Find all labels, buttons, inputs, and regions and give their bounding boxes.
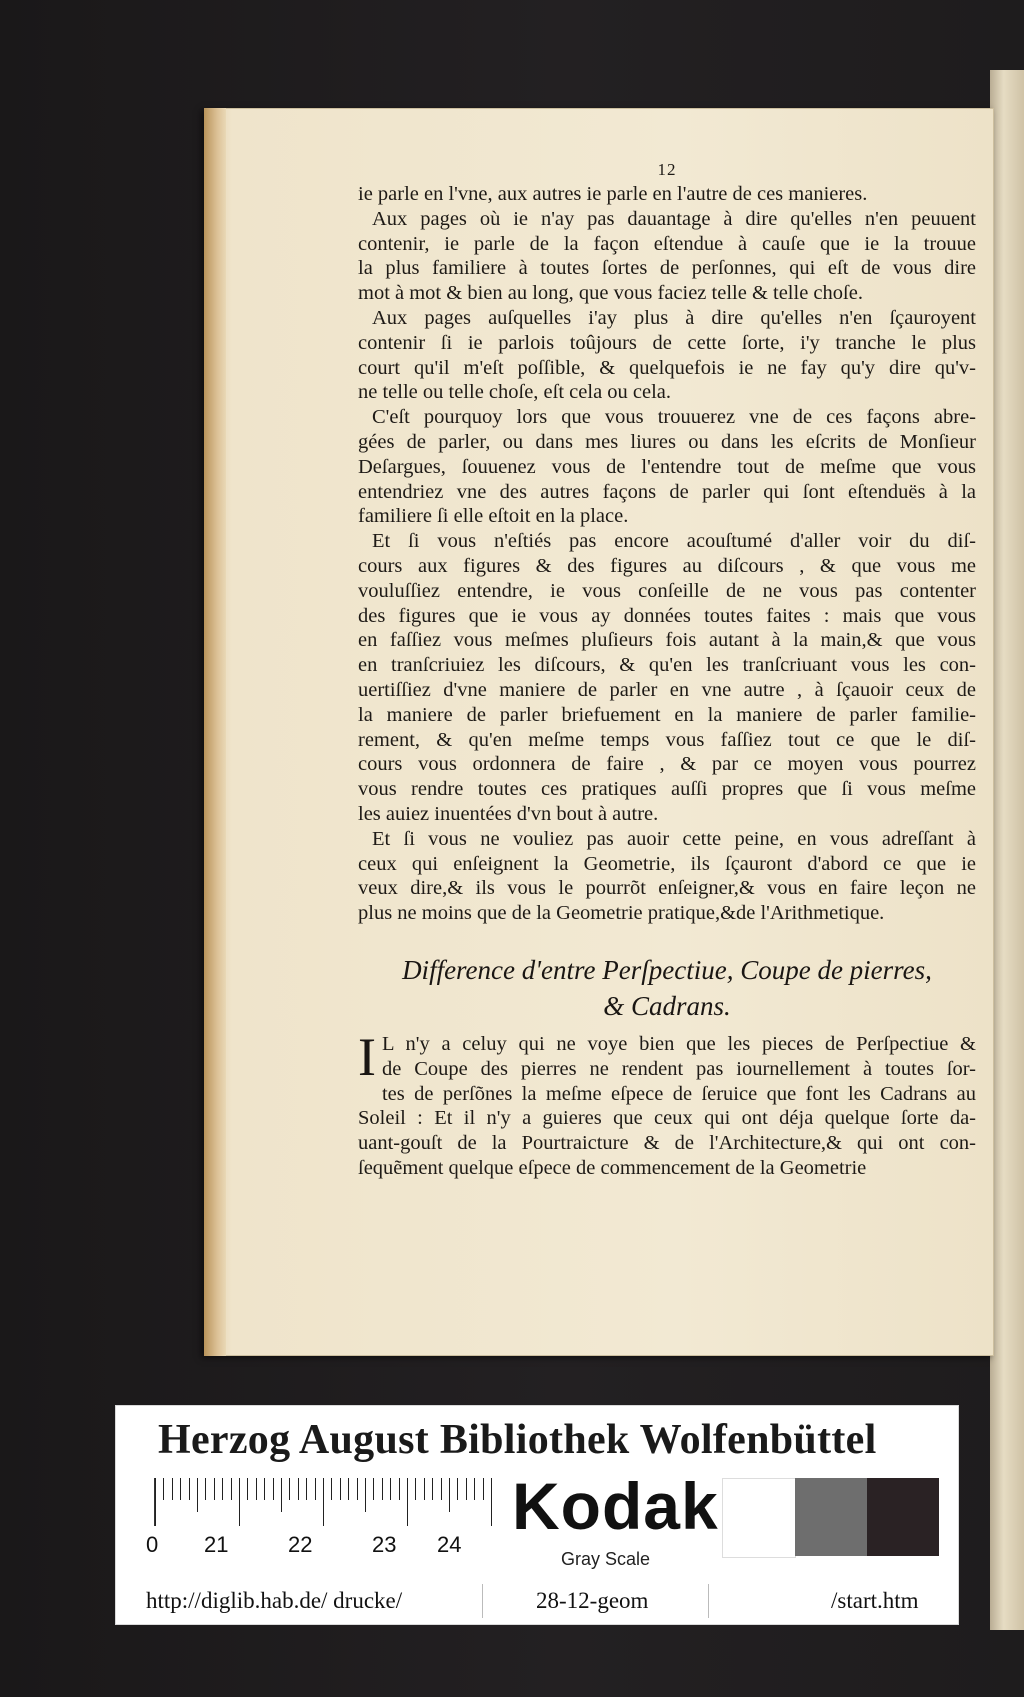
library-name: Herzog August Bibliothek Wolfenbüttel <box>158 1417 877 1463</box>
text-line: la maniere de parler briefuement en la maniere de parler familie- <box>358 703 976 726</box>
brand-logo: Kodak <box>512 1469 719 1543</box>
section-lines <box>358 1026 976 1181</box>
gray-swatch-dark <box>867 1478 939 1556</box>
gray-swatch-white <box>722 1478 796 1558</box>
scale-ruler <box>154 1478 495 1526</box>
ruler-tick <box>373 1478 374 1500</box>
ruler-tick <box>315 1478 316 1500</box>
ruler-tick <box>390 1478 391 1500</box>
text-line: Aux pages auſquelles i'ay plus à dire qu'elles n'en ſçauroyent <box>372 306 976 329</box>
ruler-tick <box>449 1478 450 1512</box>
url-file: /start.htm <box>831 1588 919 1613</box>
text-line: la plus familiere à toutes ſortes de perſonnes, qui eſt de vous dire <box>358 257 976 280</box>
text-line: mot à mot & bien au long, que vous faciez telle & telle choſe. <box>358 282 863 305</box>
section-heading-line-2: & Cadrans. <box>603 990 731 1021</box>
text-line: de Coupe des pierres ne rendent pas iournellement à toutes ſor- <box>381 1057 976 1080</box>
text-line: ie parle en l'vne, aux autres ie parle en l'autre de ces manieres. <box>358 183 868 205</box>
url-divider <box>482 1584 483 1618</box>
text-line: contenir, ie parle de la façon eſtendue à cauſe que ie la trouue <box>358 232 976 255</box>
ruler-tick <box>399 1478 400 1500</box>
ruler-tick <box>172 1478 173 1500</box>
ruler-tick <box>256 1478 257 1500</box>
ruler-tick <box>348 1478 349 1500</box>
ruler-tick <box>214 1478 215 1500</box>
text-line: les auiez inuentées d'vn bout à autre. <box>358 802 659 825</box>
text-line: entendriez vne des autres façons de parler qui ſont eſtenduës à la <box>358 480 976 503</box>
ruler-tick <box>340 1478 341 1500</box>
text-line: en tranſcriuiez les diſcours, & qu'en les tranſcriuant vous les con- <box>358 654 976 677</box>
ruler-tick <box>273 1478 274 1500</box>
ruler-tick <box>365 1478 366 1512</box>
ruler-tick <box>474 1478 475 1500</box>
ruler-tick <box>457 1478 458 1500</box>
ruler-tick <box>247 1478 248 1500</box>
ruler-tick <box>483 1478 484 1500</box>
section-body <box>358 1026 976 1181</box>
text-line: tes de perſõnes la meſme eſpece de ſeruice que font les Cadrans au <box>381 1082 976 1105</box>
text-line: Soleil : Et il n'y a guieres que ceux qui ont déja quelque ſorte da- <box>358 1107 976 1130</box>
text-line: cours aux figures & des figures au diſcours , & que vous me <box>358 554 976 577</box>
facing-page-edge <box>990 70 1024 1630</box>
ruler-number: 23 <box>372 1532 397 1557</box>
text-line: familiere ſi elle eſtoit en la place. <box>358 505 629 528</box>
ruler-tick <box>415 1478 416 1500</box>
ruler-tick <box>357 1478 358 1500</box>
ruler-tick <box>205 1478 206 1500</box>
page-number: 12 <box>657 160 677 179</box>
text-line: Deſargues, ſouuenez vous de l'entendre tout de meſme que vous <box>358 455 976 478</box>
ruler-number: 0 <box>146 1532 159 1557</box>
ruler-tick <box>382 1478 383 1500</box>
ruler-tick <box>180 1478 181 1500</box>
ruler-tick <box>264 1478 265 1500</box>
ruler-tick <box>407 1478 408 1526</box>
text-line: en faſſiez vous meſmes pluſieurs fois autant à la main,& que vous <box>358 629 976 652</box>
ruler-tick <box>155 1478 156 1526</box>
ruler-tick <box>306 1478 307 1500</box>
drop-cap: I <box>358 1026 376 1087</box>
ruler-tick <box>298 1478 299 1500</box>
ruler-tick <box>331 1478 332 1500</box>
text-line: court qu'il m'eſt poſſible, & quelquefois ie ne fay qu'y dire qu'v- <box>358 356 976 379</box>
ruler-tick <box>323 1478 324 1526</box>
text-line: cours vous ordonnera de faire , & par ce moyen vous pourrez <box>358 753 976 776</box>
text-line: ceux qui enſeignent la Geometrie, ils ſçauront d'abord ce que ie <box>358 852 976 875</box>
ruler-tick <box>466 1478 467 1500</box>
book-page <box>204 108 994 1356</box>
ruler-tick <box>163 1478 164 1500</box>
text-line: vous rendre toutes ces pratiques auſſi propres que ſi vous meſme <box>358 778 976 801</box>
gray-swatch-mid <box>795 1478 867 1556</box>
brand-subtitle: Gray Scale <box>561 1549 651 1569</box>
page-text <box>358 160 976 1181</box>
text-line: gées de parler, ou dans mes liures ou dans les eſcrits de Monſieur <box>358 430 976 453</box>
source-url <box>146 1584 926 1618</box>
text-line: veux dire,& ils vous le pourrõt enſeigner,& vous en faire leçon ne <box>358 877 976 900</box>
ruler-tick <box>231 1478 232 1500</box>
ruler-tick <box>197 1478 198 1512</box>
text-line: vouluſſiez entendre, ie vous conſeille de ne vous pas contenter <box>358 579 976 602</box>
text-line: Aux pages où ie n'ay pas dauantage à dire qu'elles n'en peuuent <box>372 207 976 230</box>
text-line: plus ne moins que de la Geometrie pratique,&de l'Arithmetique. <box>358 902 885 925</box>
section-heading-line-1: Difference d'entre Perſpectiue, Coupe de pierres, <box>402 954 932 985</box>
text-line: contenir ſi ie parlois toûjours de cette ſorte, i'y tranche le plus <box>358 331 976 354</box>
ruler-number: 24 <box>437 1532 462 1557</box>
ruler-tick <box>189 1478 190 1500</box>
text-line: C'eſt pourquoy lors que vous trouuerez vne de ces façons abre- <box>372 406 976 429</box>
ruler-number: 21 <box>204 1532 229 1557</box>
text-line: ſequẽment quelque eſpece de commencement de la Geometrie <box>358 1156 867 1179</box>
section-heading <box>358 952 976 1024</box>
ruler-tick <box>441 1478 442 1500</box>
url-divider <box>708 1584 709 1618</box>
ruler-tick <box>424 1478 425 1500</box>
text-line: uertiſſiez d'vne maniere de parler en vne autre , à ſçauoir ceux de <box>358 678 976 701</box>
text-line: L n'y a celuy qui ne voye bien que les pieces de Perſpectiue & <box>381 1032 976 1055</box>
color-target-card <box>115 1405 959 1625</box>
text-line: ne telle ou telle choſe, eſt cela ou cela. <box>358 381 672 404</box>
ruler-tick <box>289 1478 290 1500</box>
text-line: Et ſi vous n'eſtiés pas encore acouſtumé d'aller voir du diſ- <box>372 530 976 553</box>
body-paragraphs <box>358 182 976 926</box>
text-line: des figures que ie vous ay données toutes faites : mais que vous <box>358 604 976 627</box>
url-path: http://diglib.hab.de/ drucke/ <box>146 1588 403 1613</box>
ruler-tick <box>222 1478 223 1500</box>
ruler-tick <box>281 1478 282 1512</box>
ruler-number: 22 <box>288 1532 313 1557</box>
url-id: 28-12-geom <box>536 1588 649 1613</box>
page-gutter <box>204 108 226 1356</box>
text-line: uant-gouſt de la Pourtraicture & de l'Architecture,& qui ont con- <box>358 1132 976 1155</box>
ruler-tick <box>491 1478 492 1526</box>
text-line: Et ſi vous ne vouliez pas auoir cette peine, en vous adreſſant à <box>372 827 976 850</box>
ruler-tick <box>432 1478 433 1500</box>
ruler-tick <box>239 1478 240 1526</box>
text-line: rement, & qu'en meſme temps vous faſſiez tout ce que le diſ- <box>358 728 976 751</box>
